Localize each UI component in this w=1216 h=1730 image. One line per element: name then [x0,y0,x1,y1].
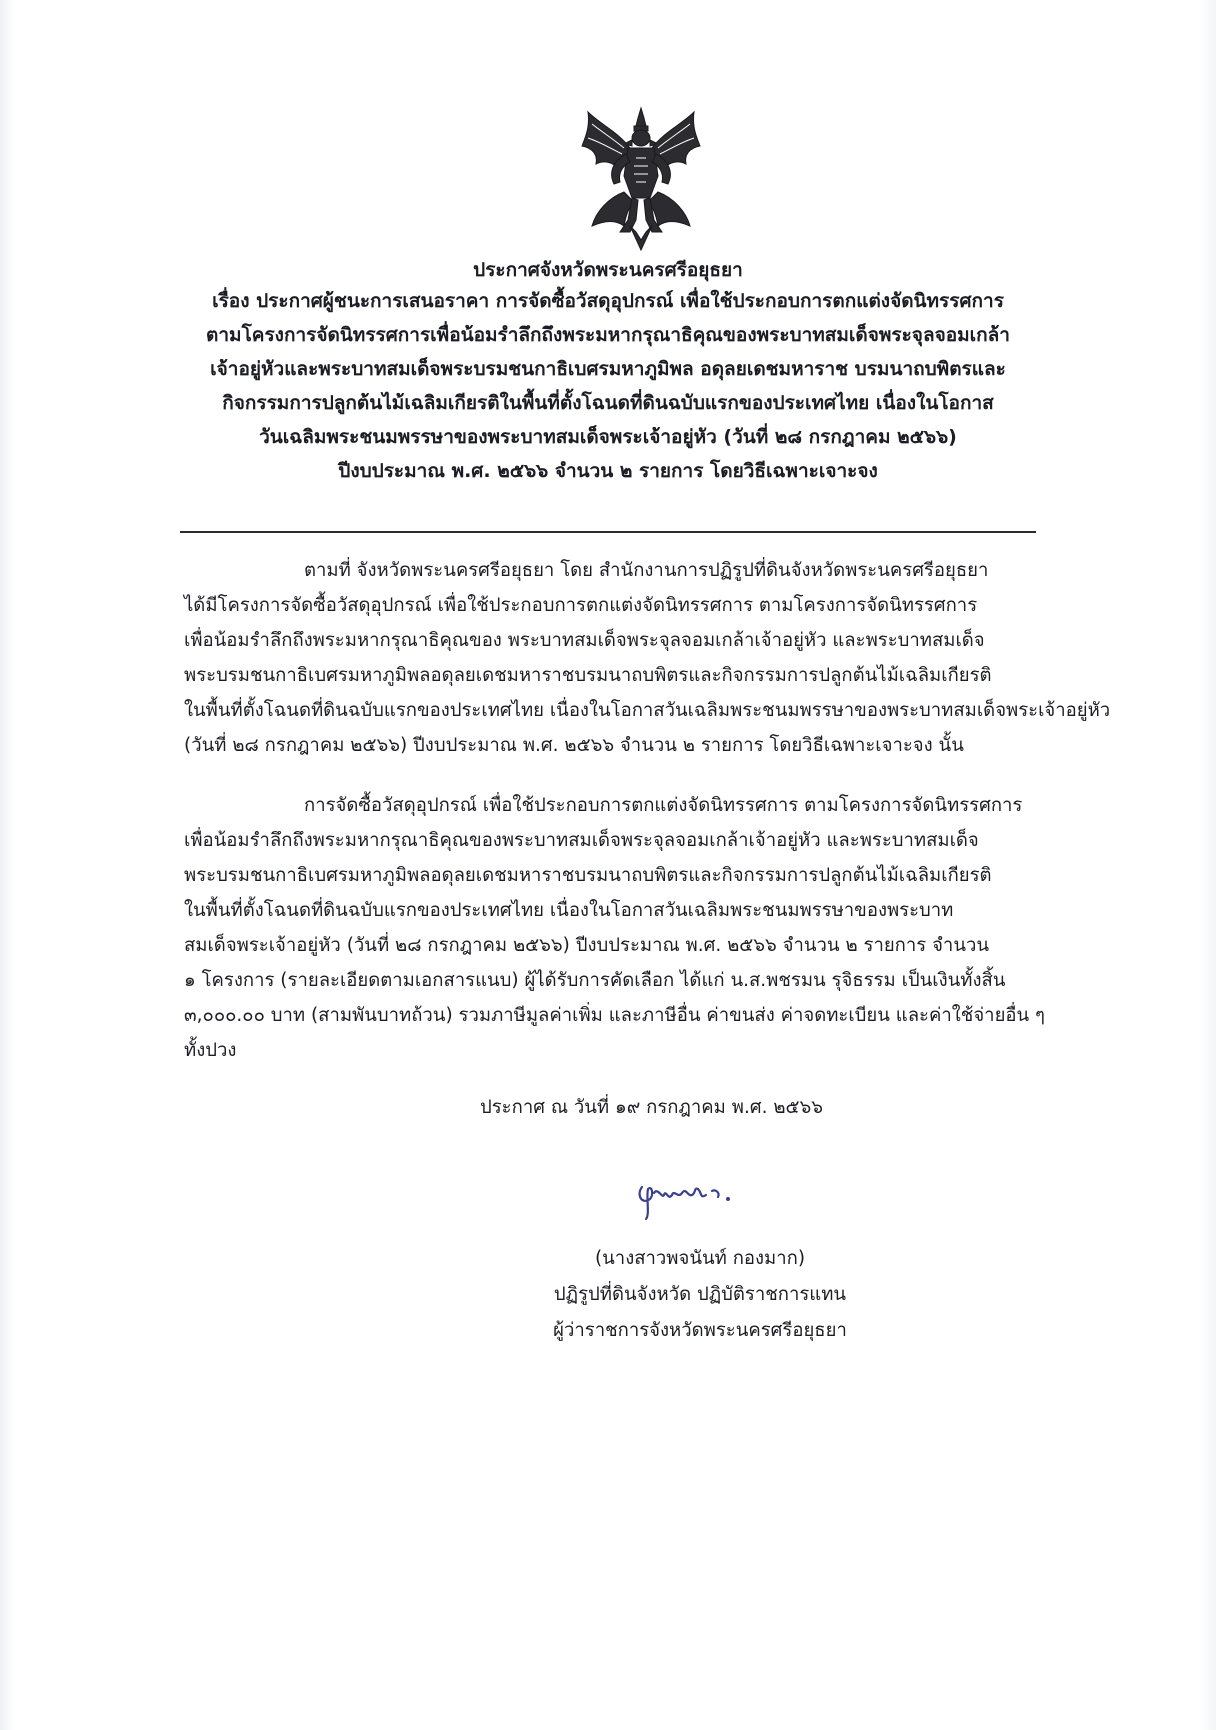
garuda-emblem-icon [578,102,704,254]
handwritten-signature [628,1165,768,1221]
subject-line: เรื่อง ประกาศผู้ชนะการเสนอราคา การจัดซื้อวัสดุอุปกรณ์ เพื่อใช้ประกอบการตกแต่งจัดนิทรรศการ [212,290,1004,312]
paragraph-line: ในพื้นที่ตั้งโฉนดที่ดินฉบับแรกของประเทศไทย เนื่องในโอกาสวันเฉลิมพระชนมพรรษาของพระบาท [184,900,954,921]
subject-line: ตามโครงการจัดนิทรรศการเพื่อน้อมรำลึกถึงพระมหากรุณาธิคุณของพระบาทสมเด็จพระจุลจอมเกล้า [206,324,1010,346]
paragraph-line: สมเด็จพระเจ้าอยู่หัว (วันที่ ๒๘ กรกฎาคม ๒๕๖๖) ปีงบประมาณ พ.ศ. ๒๕๖๖ จำนวน ๒ รายการ จำนวน [184,935,990,956]
paragraph-line: (วันที่ ๒๘ กรกฎาคม ๒๕๖๖) ปีงบประมาณ พ.ศ. ๒๕๖๖ จำนวน ๒ รายการ โดยวิธีเฉพาะเจาะจง นั้น [184,735,964,756]
agency-title: ประกาศจังหวัดพระนครศรีอยุธยา [473,259,743,281]
paragraph-line: ๓,๐๐๐.๐๐ บาท (สามพันบาทถ้วน) รวมภาษีมูลค่าเพิ่ม และภาษีอื่น ค่าขนส่ง ค่าจดทะเบียน และค่าใช้จ่ายอื่น ๆ [184,1005,1045,1026]
signer-position: ผู้ว่าราชการจังหวัดพระนครศรีอยุธยา [553,1320,847,1341]
paragraph-line: การจัดซื้อวัสดุอุปกรณ์ เพื่อใช้ประกอบการตกแต่งจัดนิทรรศการ ตามโครงการจัดนิทรรศการ [304,795,1023,816]
paragraph-line: พระบรมชนกาธิเบศรมหาภูมิพลอดุลยเดชมหาราชบรมนาถบพิตรและกิจกรรมการปลูกต้นไม้เฉลิมเกียรติ [184,665,992,686]
subject-line: กิจกรรมการปลูกต้นไม้เฉลิมเกียรติในพื้นที่ตั้งโฉนดที่ดินฉบับแรกของประเทศไทย เนื่องในโอกาส [222,392,994,414]
body-paragraph-2 [184,788,1045,1068]
title-divider [180,531,1036,533]
paragraph-line: ตามที่ จังหวัดพระนครศรีอยุธยา โดย สำนักงานการปฏิรูปที่ดินจังหวัดพระนครศรีอยุธยา [304,560,989,581]
paragraph-line: ในพื้นที่ตั้งโฉนดที่ดินฉบับแรกของประเทศไทย เนื่องในโอกาสวันเฉลิมพระชนมพรรษาของพระบาทสมเด็จพระเจ้าอยู่หัว [184,700,1111,721]
signer-block [460,1241,940,1349]
signer-position: ปฏิรูปที่ดินจังหวัด ปฏิบัติราชการแทน [553,1284,847,1305]
subject-line: วันเฉลิมพระชนมพรรษาของพระบาทสมเด็จพระเจ้าอยู่หัว (วันที่ ๒๘ กรกฎาคม ๒๕๖๖) [259,426,957,448]
paragraph-line: ทั้งปวง [184,1040,237,1061]
body-paragraph-1 [184,553,1111,763]
announcement-date: ประกาศ ณ วันที่ ๑๙ กรกฎาคม พ.ศ. ๒๕๖๖ [480,1097,824,1118]
paragraph-line: เพื่อน้อมรำลึกถึงพระมหากรุณาธิคุณของ พระบาทสมเด็จพระจุลจอมเกล้าเจ้าอยู่หัว และพระบาทสมเด็จ [184,630,985,651]
subject-line: ปีงบประมาณ พ.ศ. ๒๕๖๖ จำนวน ๒ รายการ โดยวิธีเฉพาะเจาะจง [338,460,878,482]
signer-name: (นางสาวพจนันท์ กองมาก) [594,1248,806,1269]
subject-line: เจ้าอยู่หัวและพระบาทสมเด็จพระบรมชนกาธิเบศรมหาภูมิพล อดุลยเดชมหาราช บรมนาถบพิตรและ [210,358,1006,380]
paragraph-line: ได้มีโครงการจัดซื้อวัสดุอุปกรณ์ เพื่อใช้ประกอบการตกแต่งจัดนิทรรศการ ตามโครงการจัดนิทรรศการ [184,595,978,616]
paragraph-line: พระบรมชนกาธิเบศรมหาภูมิพลอดุลยเดชมหาราชบรมนาถบพิตรและกิจกรรมการปลูกต้นไม้เฉลิมเกียรติ [184,865,992,886]
paragraph-line: เพื่อน้อมรำลึกถึงพระมหากรุณาธิคุณของพระบาทสมเด็จพระจุลจอมเกล้าเจ้าอยู่หัว และพระบาทสมเด็จ [184,830,979,851]
title-block [150,256,1066,488]
paragraph-line: ๑ โครงการ (รายละเอียดตามเอกสารแนบ) ผู้ได้รับการคัดเลือก ได้แก่ น.ส.พชรมน รุจิธรรม เป็นเงินทั้งสิ้น [184,970,1006,991]
